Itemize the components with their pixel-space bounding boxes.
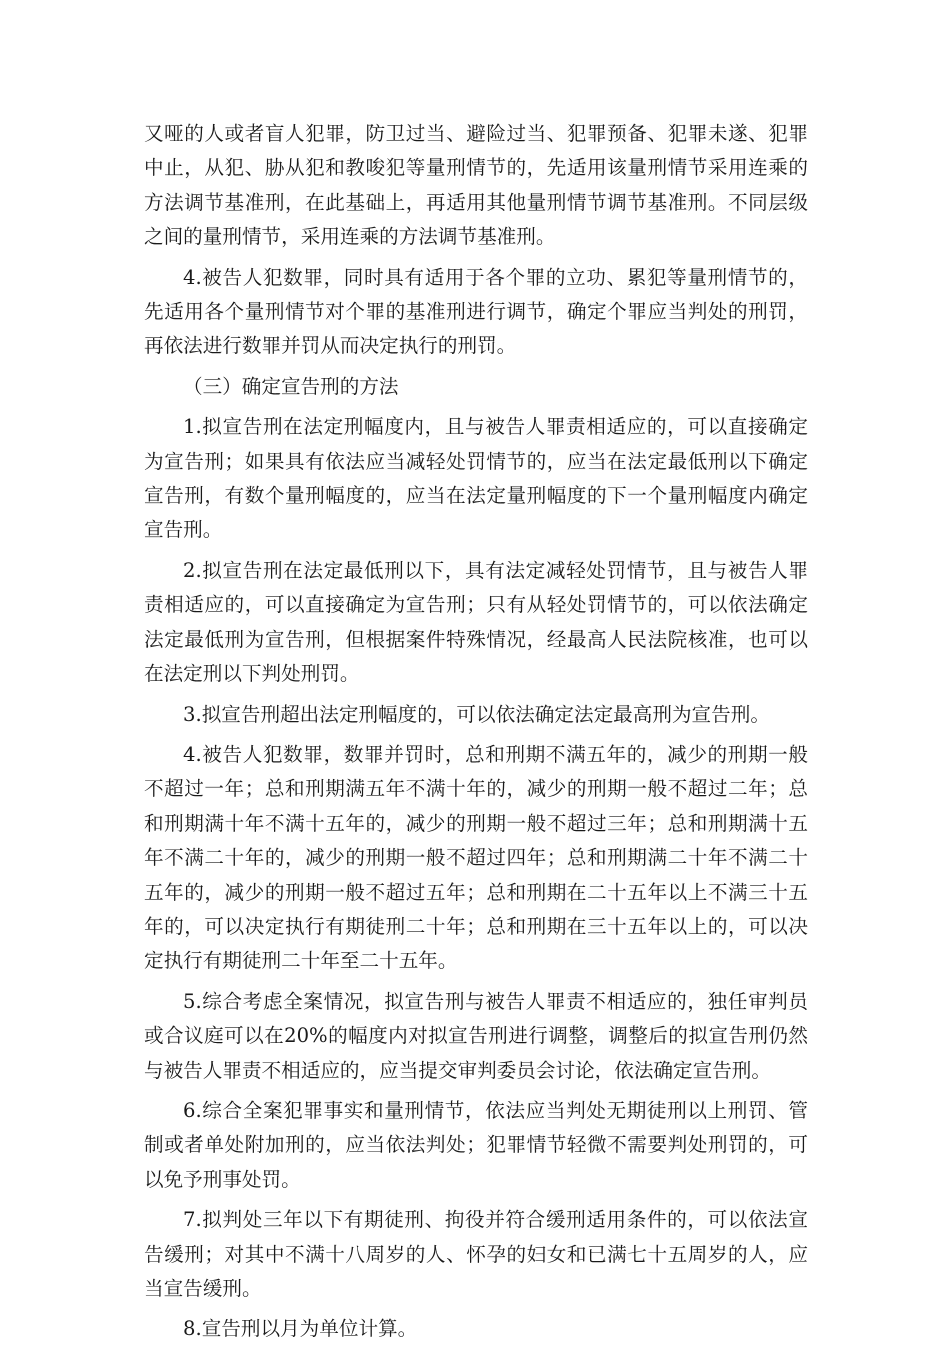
- paragraph-item-4: 4.被告人犯数罪，数罪并罚时，总和刑期不满五年的，减少的刑期一般不超过一年；总和刑期满五年不满十年的，减少的刑期一般不超过二年；总和刑期满十年不满十五年的，减少的刑期一般不超过三年；总和刑期满十五年不满二十年的，减少的刑期一般不超过四年；总和刑期满二十年不满二十五年的，减少的刑期一般不超过五年；总和刑期在二十五年以上不满三十五年的，可以决定执行有期徒刑二十年；总和刑期在三十五年以上的，可以决定执行有期徒刑二十年至二十五年。: [144, 742, 808, 973]
- paragraph-item-6: 6.综合全案犯罪事实和量刑情节，依法应当判处无期徒刑以上刑罚、管制或者单处附加刑的，应当依法判处；犯罪情节轻微不需要判处刑罚的，可以免予刑事处罚。: [144, 1098, 808, 1191]
- paragraph-item-2: 2.拟宣告刑在法定最低刑以下，具有法定减轻处罚情节，且与被告人罪责相适应的，可以直接确定为宣告刑；只有从轻处罚情节的，可以依法确定法定最低刑为宣告刑，但根据案件特殊情况，经最高人民法院核准，也可以在法定刑以下判处刑罚。: [144, 558, 808, 686]
- paragraph-continuation: 又哑的人或者盲人犯罪，防卫过当、避险过当、犯罪预备、犯罪未遂、犯罪中止，从犯、胁从犯和教唆犯等量刑情节的，先适用该量刑情节采用连乘的方法调节基准刑，在此基础上，再适用其他量刑情节调节基准刑。不同层级之间的量刑情节，采用连乘的方法调节基准刑。: [144, 122, 808, 249]
- paragraph-item-1: 1.拟宣告刑在法定刑幅度内，且与被告人罪责相适应的，可以直接确定为宣告刑；如果具有依法应当减轻处罚情节的，应当在法定最低刑以下确定宣告刑，有数个量刑幅度的，应当在法定量刑幅度的下一个量刑幅度内确定宣告刑。: [144, 415, 808, 542]
- section-heading-sentence-method: （三）确定宣告刑的方法: [183, 374, 399, 398]
- paragraph-item-7: 7.拟判处三年以下有期徒刑、拘役并符合缓刑适用条件的，可以依法宣告缓刑；对其中不满十八周岁的人、怀孕的妇女和已满七十五周岁的人，应当宣告缓刑。: [144, 1208, 808, 1300]
- paragraph-item-8: 8.宣告刑以月为单位计算。: [183, 1317, 418, 1341]
- paragraph-item-3: 3.拟宣告刑超出法定刑幅度的，可以依法确定法定最高刑为宣告刑。: [183, 702, 770, 726]
- document-page: [144, 117, 808, 1347]
- paragraph-item-4-multiple-crimes: 4.被告人犯数罪，同时具有适用于各个罪的立功、累犯等量刑情节的，先适用各个量刑情节对个罪的基准刑进行调节，确定个罪应当判处的刑罚，再依法进行数罪并罚从而决定执行的刑罚。: [144, 265, 808, 358]
- paragraph-item-5: 5.综合考虑全案情况，拟宣告刑与被告人罪责不相适应的，独任审判员或合议庭可以在20%的幅度内对拟宣告刑进行调整，调整后的拟宣告刑仍然与被告人罪责不相适应的，应当提交审判委员会讨论，依法确定宣告刑。: [144, 989, 808, 1082]
